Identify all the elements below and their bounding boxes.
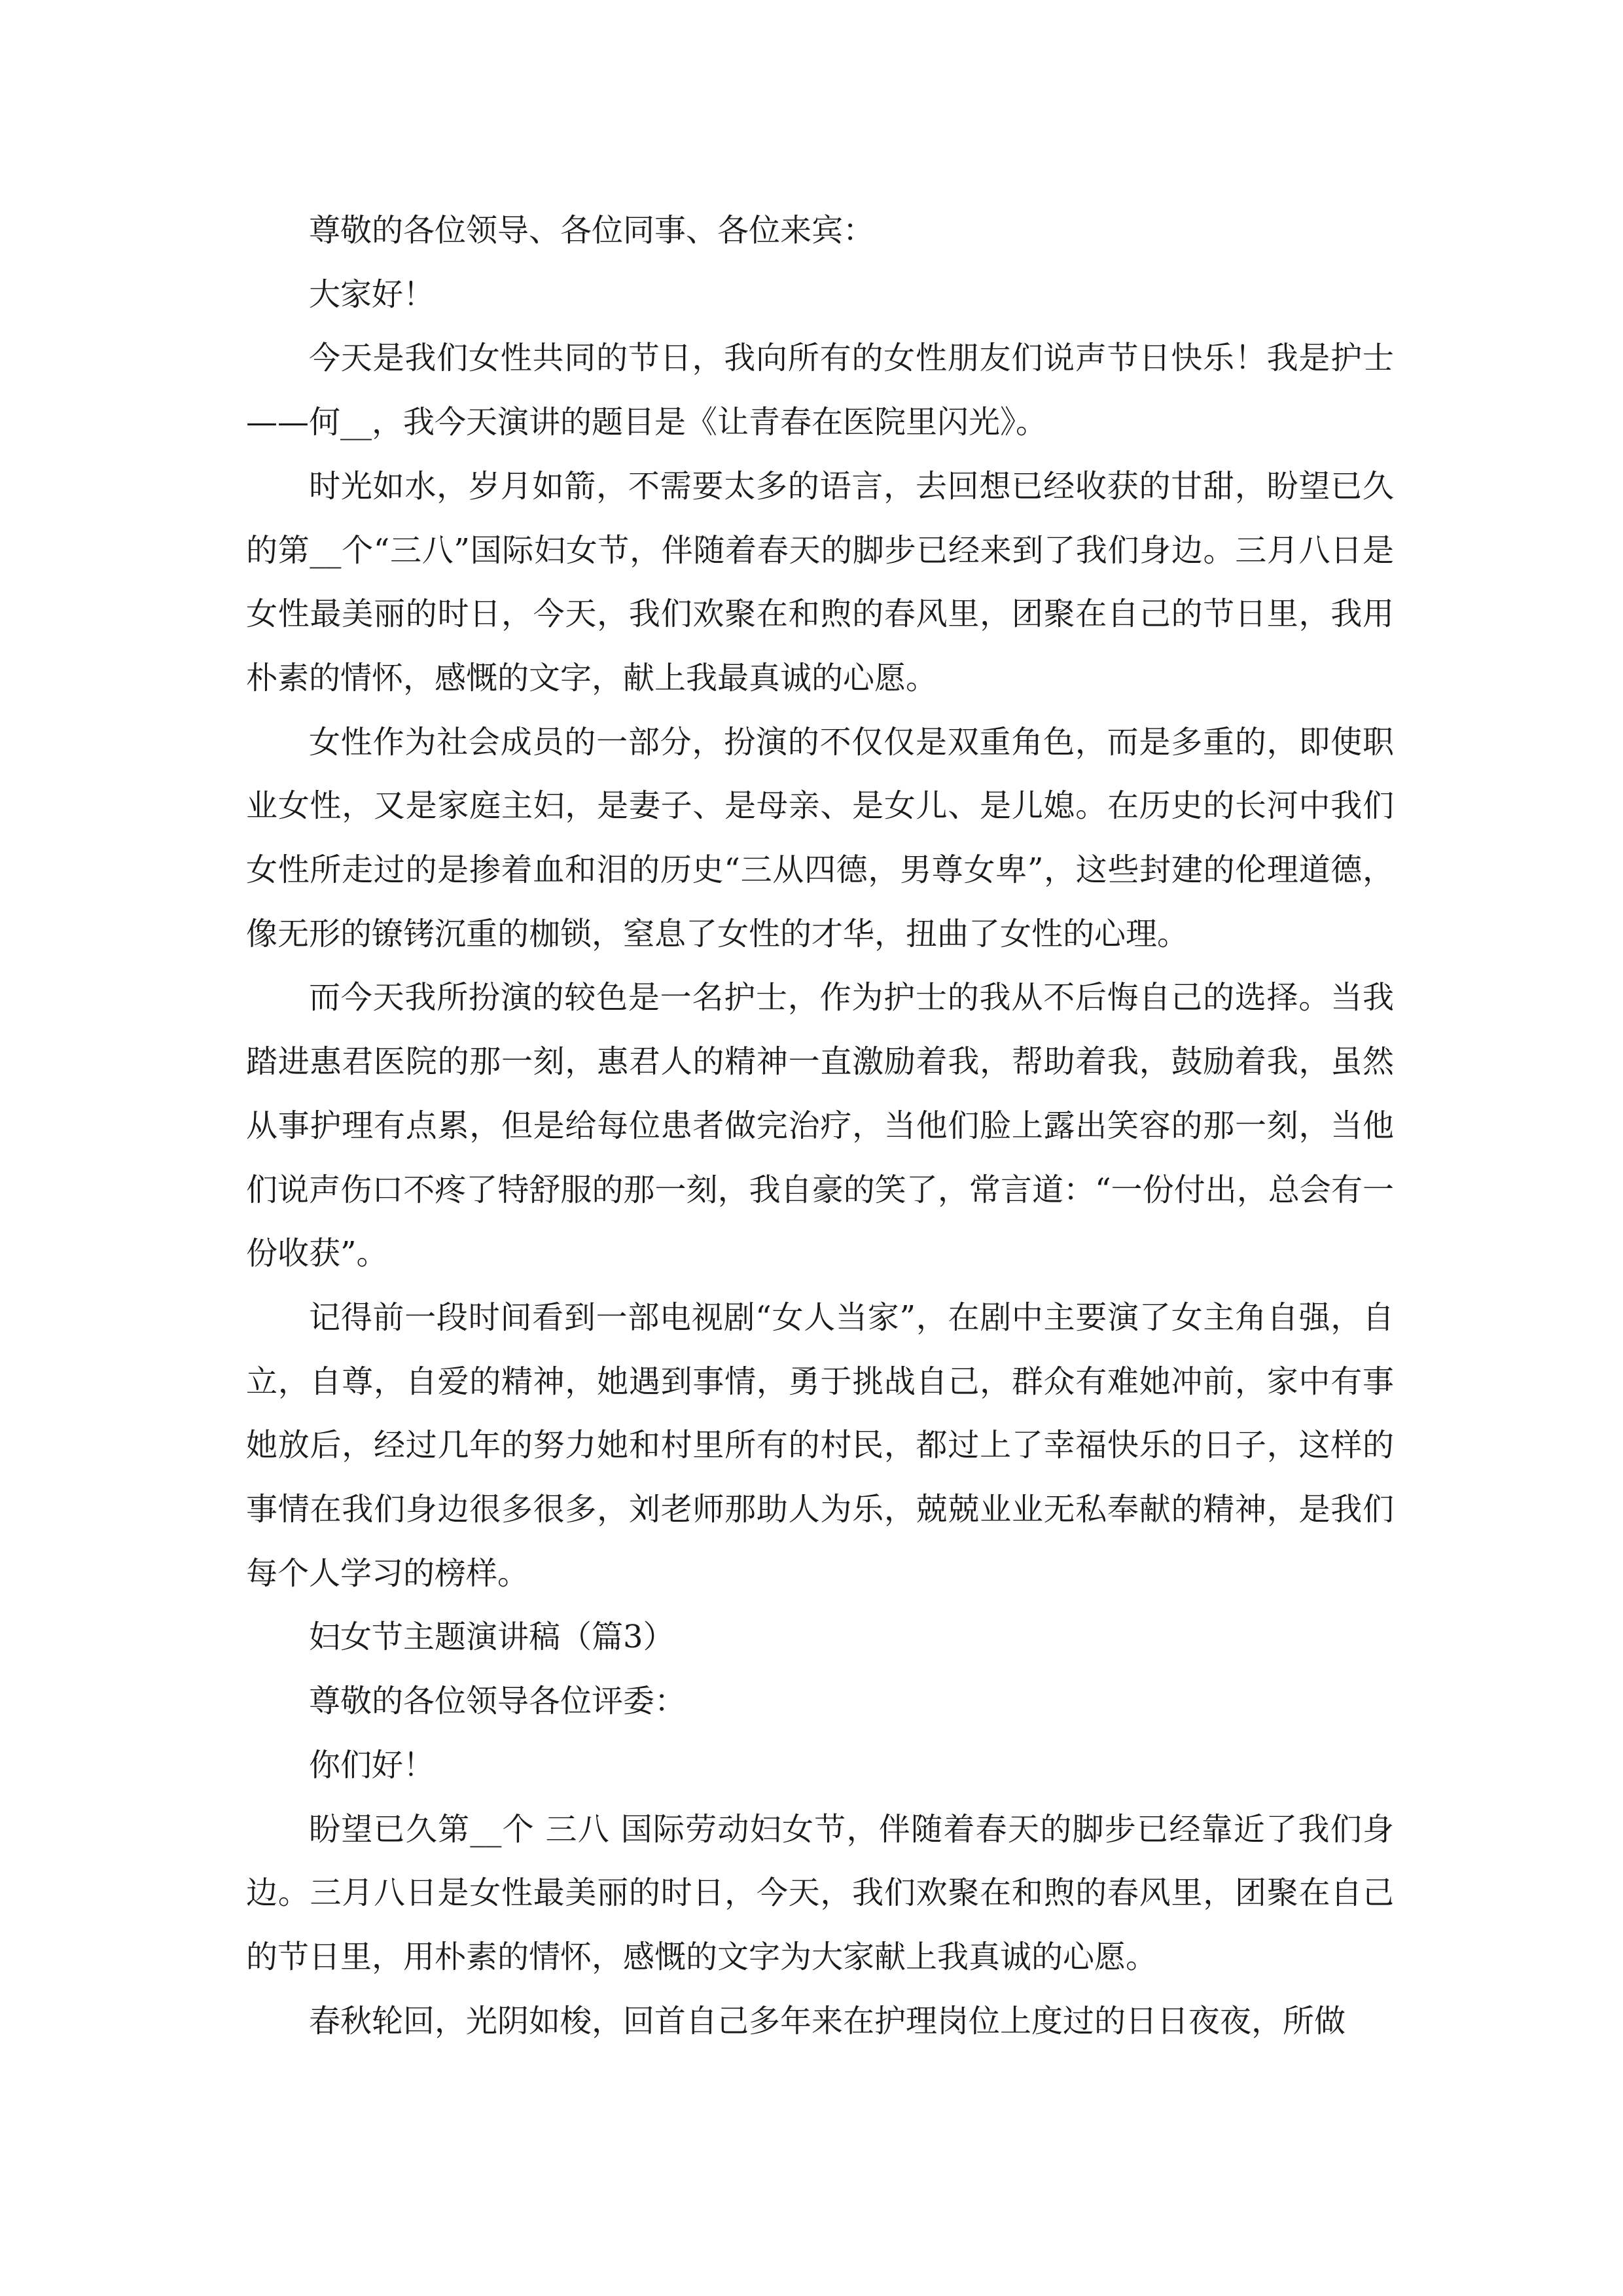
greeting: 大家好！ [309, 276, 435, 313]
paragraph: 时光如水，岁月如箭，不需要太多的语言，去回想已经收获的甘甜，盼望已久的第__个“三八”国际妇女节，伴随着春天的脚步已经来到了我们身边。三月八日是女性最美丽的时日，今天，我们欢聚在和煦的春风里，团聚在自己的节日里，我用朴素的情怀，感慨的文字，献上我最真诚的心愿。 [246, 467, 1394, 696]
document-body [246, 199, 1394, 2053]
salutation: 尊敬的各位领导、各位同事、各位来宾： [309, 212, 875, 249]
paragraph: 女性作为社会成员的一部分，扮演的不仅仅是双重角色，而是多重的，即使职业女性，又是家庭主妇，是妻子、是母亲、是女儿、是儿媳。在历史的长河中我们女性所走过的是掺着血和泪的历史“三从四德，男尊女卑”，这些封建的伦理道德，像无形的镣铐沉重的枷锁，窒息了女性的才华，扭曲了女性的心理。 [246, 723, 1394, 952]
salutation: 尊敬的各位领导各位评委： [309, 1683, 687, 1720]
paragraph: 而今天我所扮演的较色是一名护士，作为护士的我从不后悔自己的选择。当我踏进惠君医院的那一刻，惠君人的精神一直激励着我，帮助着我，鼓励着我，虽然从事护理有点累，但是给每位患者做完治疗，当他们脸上露出笑容的那一刻，当他们说声伤口不疼了特舒服的那一刻，我自豪的笑了，常言道：“一份付出，总会有一份收获”。 [246, 979, 1394, 1272]
paragraph: 记得前一段时间看到一部电视剧“女人当家”，在剧中主要演了女主角自强，自立，自尊，自爱的精神，她遇到事情，勇于挑战自己，群众有难她冲前，家中有事她放后，经过几年的努力她和村里所有的村民，都过上了幸福快乐的日子，这样的事情在我们身边很多很多，刘老师那助人为乐，兢兢业业无私奉献的精神，是我们每个人学习的榜样。 [246, 1299, 1394, 1592]
paragraph: 今天是我们女性共同的节日，我向所有的女性朋友们说声节日快乐！我是护士——何__，我今天演讲的题目是《让青春在医院里闪光》。 [246, 340, 1394, 441]
greeting: 你们好！ [309, 1746, 435, 1784]
paragraph: 盼望已久第__个 三八 国际劳动妇女节，伴随着春天的脚步已经靠近了我们身边。三月八日是女性最美丽的时日，今天，我们欢聚在和煦的春风里，团聚在自己的节日里，用朴素的情怀，感慨的文字为大家献上我真诚的心愿。 [246, 1810, 1394, 1975]
paragraph: 春秋轮回，光阴如梭，回首自己多年来在护理岗位上度过的日日夜夜，所做 [309, 2002, 1346, 2039]
section-heading: 妇女节主题演讲稿（篇3） [309, 1619, 675, 1656]
